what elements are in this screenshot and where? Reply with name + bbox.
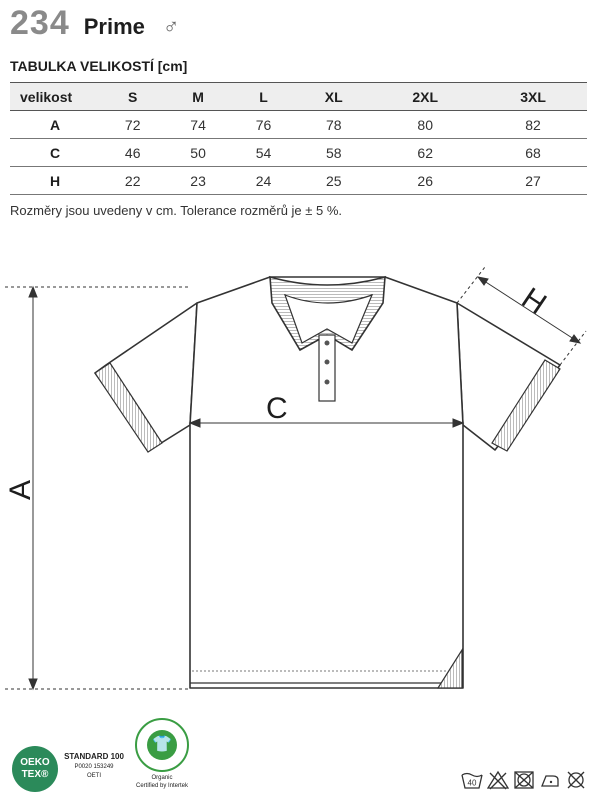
button <box>325 341 330 346</box>
row-label: H <box>10 167 100 195</box>
button <box>325 380 330 385</box>
size-table <box>10 82 587 195</box>
shirt-icon: 👕 <box>147 730 177 760</box>
tolerance-note: Rozměry jsou uvedeny v cm. Tolerance rozměrů je ± 5 %. <box>10 203 343 218</box>
iron-low-icon <box>539 770 561 790</box>
no-bleach-icon <box>487 770 509 790</box>
gots-info <box>126 774 198 790</box>
oeko-tex-info <box>64 752 124 779</box>
label-c: C <box>266 392 288 425</box>
no-tumble-dry-icon <box>513 770 535 790</box>
oeko-tex-logo: OEKO TEX® <box>12 746 58 792</box>
table-cell: 76 <box>231 111 296 139</box>
certification-strip <box>0 720 601 800</box>
table-cell: 26 <box>371 167 479 195</box>
table-row <box>10 111 587 139</box>
column-header: S <box>100 83 165 111</box>
product-code: 234 <box>10 4 70 42</box>
polo-shirt-diagram <box>0 255 601 700</box>
product-header <box>10 4 179 44</box>
column-header: L <box>231 83 296 111</box>
table-cell: 25 <box>296 167 371 195</box>
table-cell: 80 <box>371 111 479 139</box>
table-cell: 72 <box>100 111 165 139</box>
button <box>325 360 330 365</box>
table-cell: 22 <box>100 167 165 195</box>
table-cell: 46 <box>100 139 165 167</box>
column-header: M <box>165 83 230 111</box>
care-symbols <box>461 770 587 790</box>
table-row <box>10 167 587 195</box>
row-label: A <box>10 111 100 139</box>
table-cell: 82 <box>479 111 587 139</box>
table-row <box>10 139 587 167</box>
table-cell: 78 <box>296 111 371 139</box>
wash-40-icon <box>461 770 483 790</box>
gots-certified: Certified by Intertek <box>135 783 189 789</box>
no-dry-clean-icon <box>565 770 587 790</box>
label-a: A <box>4 479 37 500</box>
table-cell: 74 <box>165 111 230 139</box>
table-cell: 62 <box>371 139 479 167</box>
column-header: 2XL <box>371 83 479 111</box>
gots-organic: Organic <box>151 775 173 781</box>
oeko-code: P0020 153249 <box>74 764 114 770</box>
oeko-institute: OETI <box>86 773 101 779</box>
size-table-title: TABULKA VELIKOSTÍ [cm] <box>10 58 188 74</box>
column-header: 3XL <box>479 83 587 111</box>
size-table-header-row <box>10 83 587 111</box>
column-header: XL <box>296 83 371 111</box>
table-cell: 50 <box>165 139 230 167</box>
wash-temp: 40 <box>467 778 477 788</box>
product-name: Prime <box>83 14 145 39</box>
table-cell: 23 <box>165 167 230 195</box>
gots-logo <box>135 718 189 772</box>
table-cell: 68 <box>479 139 587 167</box>
table-cell: 27 <box>479 167 587 195</box>
male-icon: ♂ <box>162 14 180 39</box>
oeko-standard: STANDARD 100 <box>64 752 124 761</box>
table-cell: 54 <box>231 139 296 167</box>
label-h: H <box>515 281 553 322</box>
table-cell: 24 <box>231 167 296 195</box>
table-cell: 58 <box>296 139 371 167</box>
column-header: velikost <box>10 83 100 111</box>
row-label: C <box>10 139 100 167</box>
